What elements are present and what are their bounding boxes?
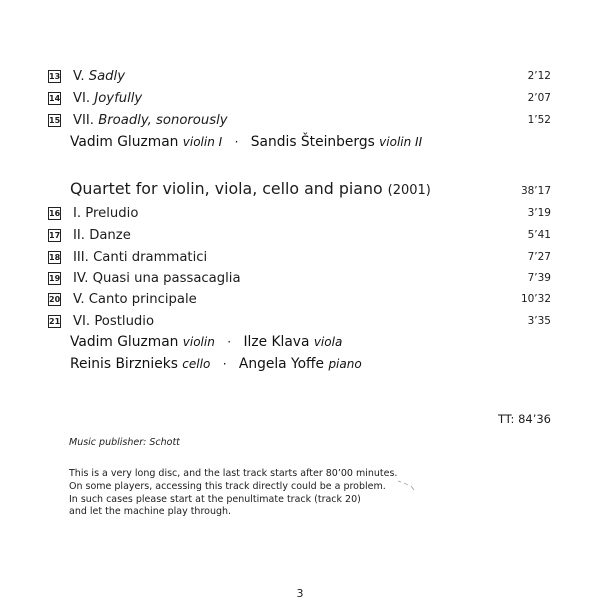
- track-number: 14: [49, 93, 61, 103]
- track-number: 20: [49, 294, 61, 304]
- track-number: 19: [49, 273, 61, 283]
- performer-name: Vadim Gluzman: [70, 134, 179, 150]
- disc-note: [69, 468, 397, 519]
- note-line: On some players, accessing this track directly could be a problem.: [69, 480, 386, 492]
- music-publisher: Music publisher: Schott: [69, 437, 180, 448]
- track-title: IV. Quasi una passacaglia: [73, 270, 241, 286]
- track-title: V. Canto principale: [73, 291, 197, 307]
- track-title: VII. Broadly, sonorously: [73, 112, 228, 128]
- track-number: 21: [49, 316, 61, 326]
- performer-name: Reinis Birznieks: [70, 356, 178, 372]
- performer-instrument: violin: [182, 335, 215, 349]
- track-title: V. Sadly: [73, 68, 126, 84]
- separator-dot: ·: [234, 135, 239, 149]
- performers-line: [70, 334, 342, 350]
- track-duration: 7’27: [527, 251, 551, 263]
- track-duration: 10’32: [520, 293, 551, 305]
- track-title: II. Danze: [73, 227, 131, 243]
- performer-instrument: violin I: [182, 135, 223, 149]
- track-row: [48, 66, 551, 86]
- track-title: VI. Joyfully: [73, 90, 143, 106]
- track-title: VI. Postludio: [73, 313, 155, 329]
- separator-dot: ·: [227, 335, 232, 349]
- note-line: In such cases please start at the penultimate track (track 20): [69, 493, 361, 505]
- page-number: 3: [296, 587, 304, 600]
- note-line: and let the machine play through.: [69, 506, 232, 518]
- track-row: [48, 203, 551, 223]
- performer-name: Angela Yoffe: [238, 356, 325, 372]
- track-number: 15: [49, 115, 61, 125]
- performer-instrument: cello: [182, 357, 211, 371]
- performer-name: Ilze Klava: [243, 334, 310, 350]
- track-duration: 7’39: [527, 272, 551, 284]
- track-row: [48, 289, 551, 309]
- track-duration: 2’07: [527, 92, 551, 104]
- performers-line: [70, 356, 362, 372]
- track-title: I. Preludio: [73, 205, 139, 221]
- track-duration: 2’12: [527, 70, 551, 82]
- performer-instrument: violin II: [379, 135, 423, 149]
- note-line: This is a very long disc, and the last track starts after 80’00 minutes.: [69, 468, 398, 479]
- track-number: 17: [49, 230, 61, 240]
- track-number: 13: [49, 71, 61, 81]
- work-title: Quartet for violin, viola, cello and piano: [70, 179, 383, 198]
- track-row: [48, 110, 551, 130]
- track-row: [48, 88, 551, 108]
- separator-dot: ·: [222, 357, 227, 371]
- track-title: III. Canti drammatici: [73, 249, 208, 265]
- track-row: [48, 268, 551, 288]
- performers-line: [70, 134, 422, 150]
- track-number: 16: [49, 208, 61, 218]
- work-heading: [70, 179, 551, 198]
- work-duration: 38’17: [520, 185, 551, 197]
- track-duration: 1’52: [527, 114, 551, 126]
- track-duration: 5’41: [527, 229, 551, 241]
- track-number: 18: [49, 252, 61, 262]
- track-duration: 3’19: [527, 207, 551, 219]
- scan-specks: [396, 478, 418, 492]
- track-row: [48, 247, 551, 267]
- total-time: TT: 84’36: [497, 412, 551, 426]
- performer-name: Vadim Gluzman: [70, 334, 179, 350]
- performer-instrument: viola: [313, 335, 343, 349]
- track-row: [48, 311, 551, 331]
- performer-name: Sandis Šteinbergs: [250, 134, 375, 150]
- performer-instrument: piano: [328, 357, 362, 371]
- work-year: (2001): [387, 183, 431, 198]
- track-row: [48, 225, 551, 245]
- track-duration: 3’35: [527, 315, 551, 327]
